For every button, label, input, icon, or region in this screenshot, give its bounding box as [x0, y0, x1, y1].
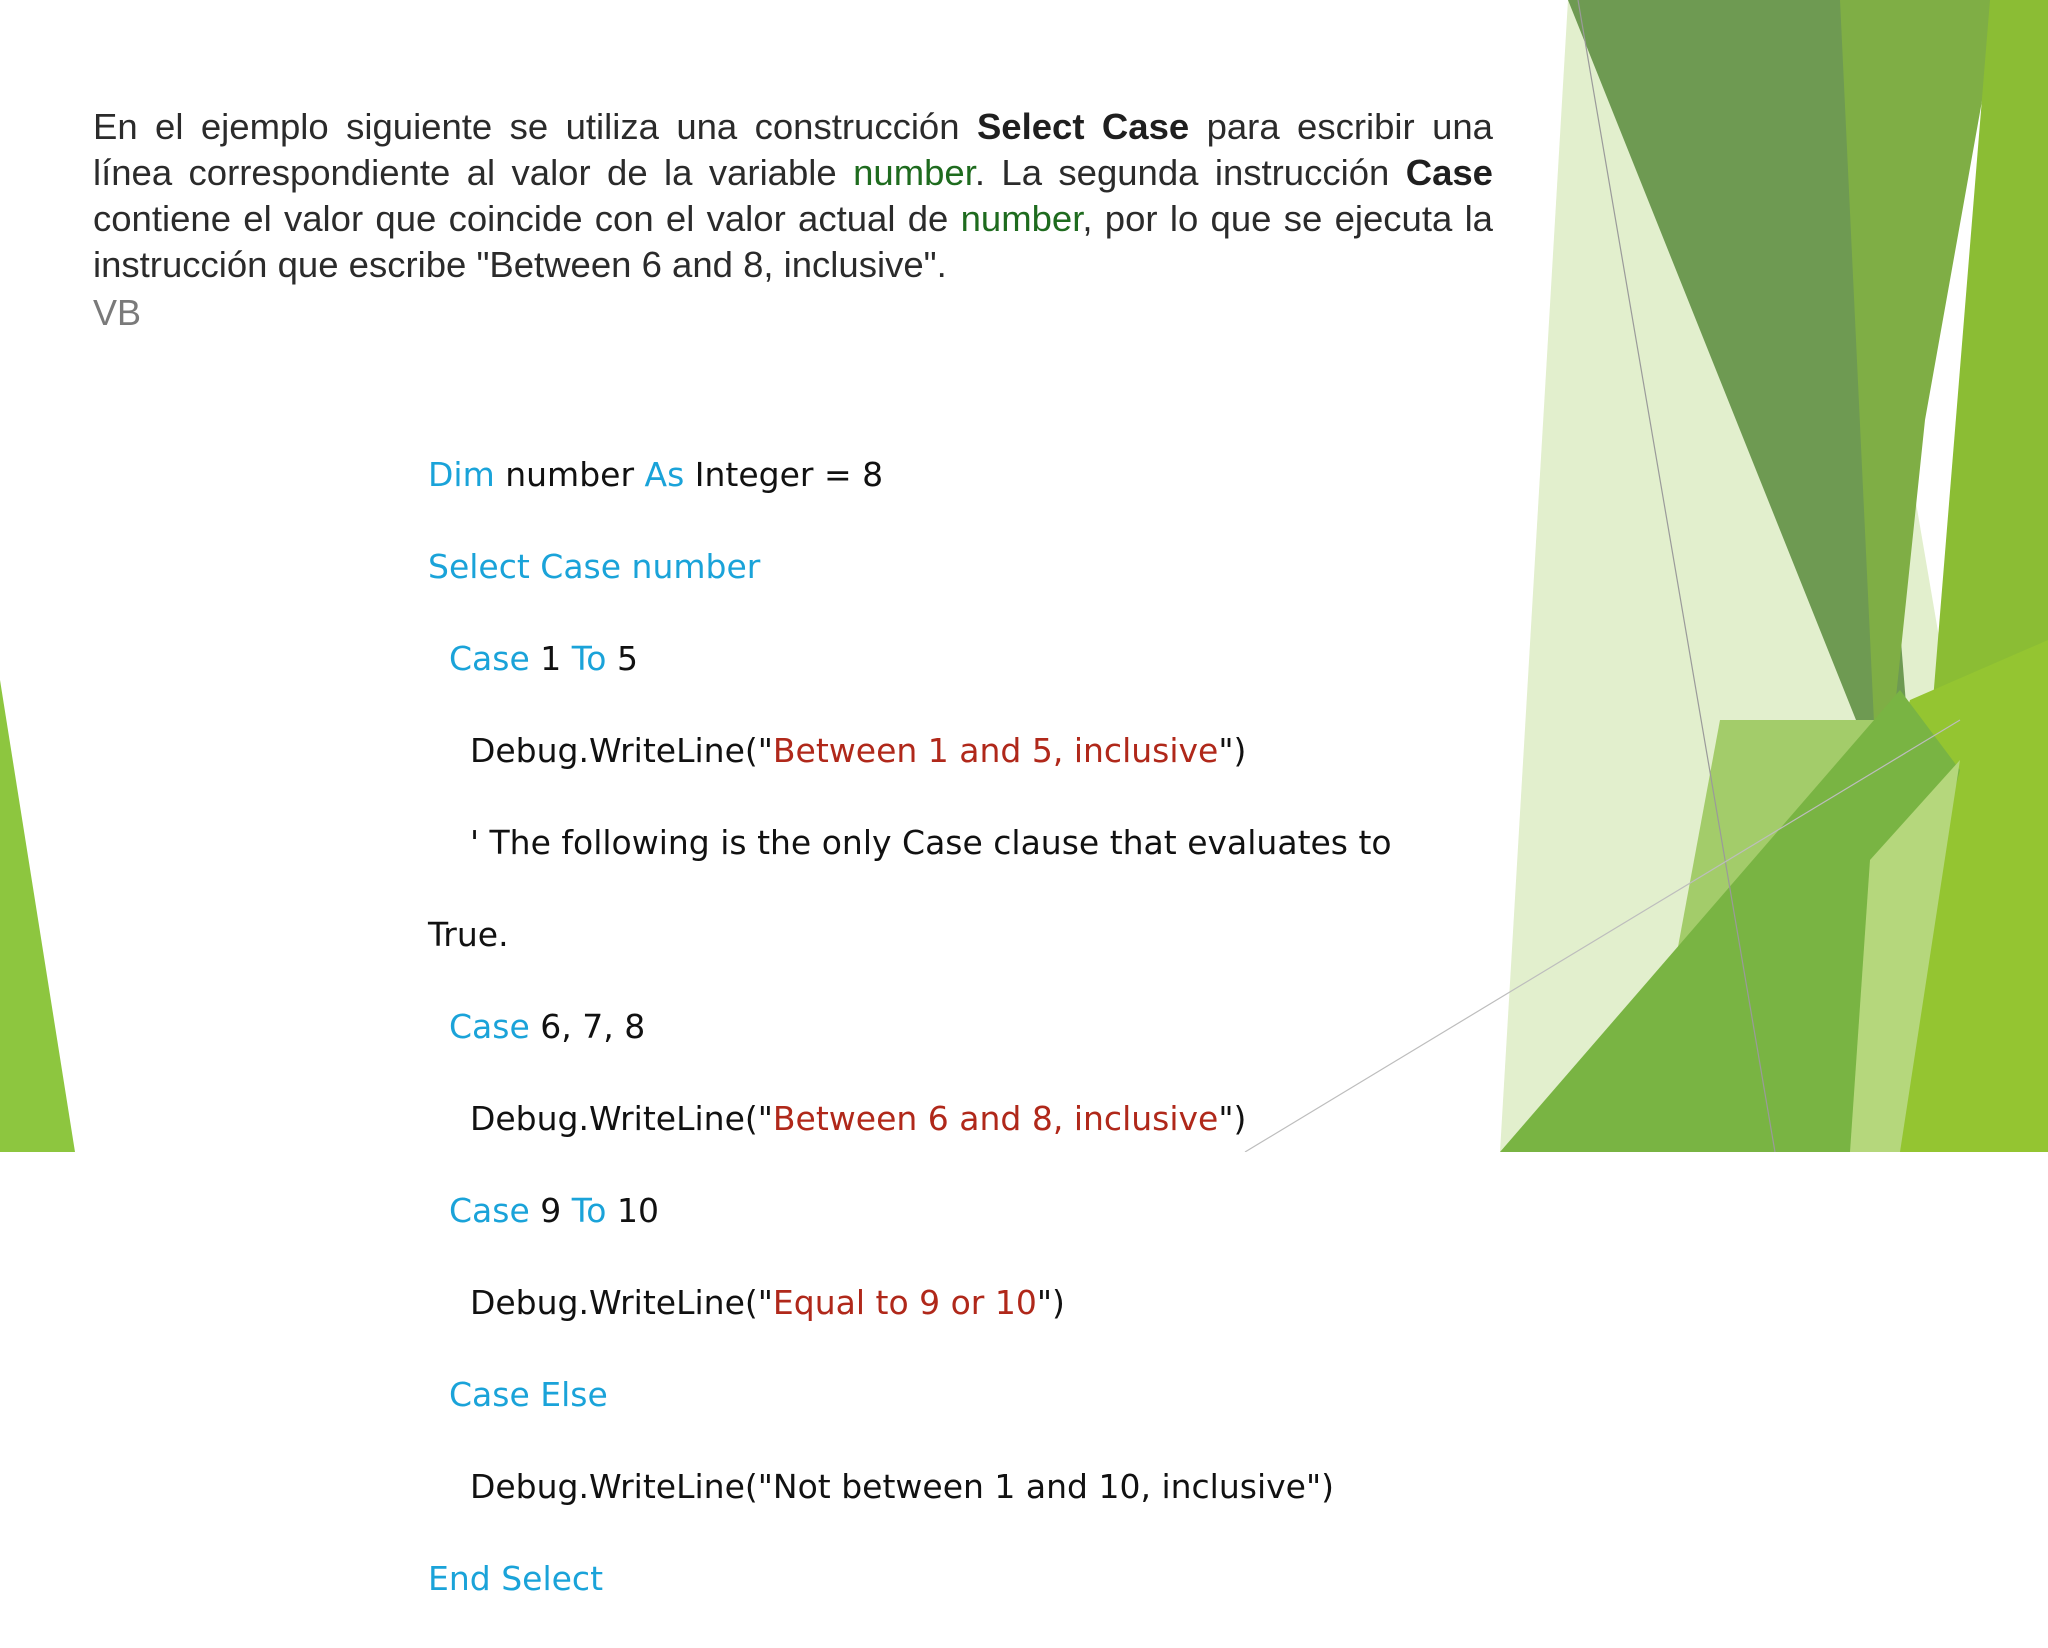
code-indent: [428, 1007, 449, 1046]
code-line-1: [428, 452, 1388, 498]
language-label: VB: [93, 292, 142, 333]
code-comment: ' The following is the only Case clause that evaluates to: [428, 823, 1392, 862]
code-text: 5: [606, 639, 638, 678]
code-text: number: [494, 455, 645, 494]
variable-number-1: number: [853, 152, 975, 193]
code-keyword: As: [644, 455, 685, 494]
code-text: "): [1036, 1283, 1065, 1322]
code-keyword: Dim: [428, 455, 495, 494]
code-text: Debug.WriteLine("Not between 1 and 10, inclusive"): [428, 1467, 1335, 1506]
code-string: Between 1 and 5, inclusive: [772, 731, 1219, 770]
code-line-11: [428, 1372, 1388, 1418]
case-keyword: Case: [1405, 152, 1493, 193]
intro-paragraph: [93, 104, 1493, 288]
code-line-4: [428, 728, 1388, 774]
left-green-wedge: [0, 680, 75, 1152]
paragraph-text-2: para escribir una línea correspondiente al valor de la variable: [93, 106, 1493, 193]
code-line-13: [428, 1556, 1388, 1602]
code-line-7: [428, 1004, 1388, 1050]
code-keyword: Case Else: [448, 1375, 608, 1414]
code-text: Debug.WriteLine(": [428, 1099, 773, 1138]
paragraph-text-1: En el ejemplo siguiente se utiliza una construcción: [93, 106, 977, 147]
code-line-8: [428, 1096, 1388, 1142]
code-line-9: [428, 1188, 1388, 1234]
code-comment-wrap: True.: [428, 915, 509, 954]
code-text: Integer = 8: [684, 455, 884, 494]
select-case-keyword: Select Case: [976, 106, 1190, 147]
code-block: [428, 406, 1392, 1648]
code-line-6: [428, 912, 1388, 958]
code-text: "): [1218, 1099, 1247, 1138]
code-indent: [428, 1375, 449, 1414]
code-keyword: To: [571, 639, 607, 678]
variable-number-2: number: [960, 198, 1083, 239]
code-text: Debug.WriteLine(": [428, 731, 773, 770]
code-text: 9: [529, 1191, 572, 1230]
code-indent: [428, 639, 449, 678]
code-line-3: [428, 636, 1388, 682]
code-line-12: [428, 1464, 1388, 1510]
code-indent: [428, 1191, 449, 1230]
code-text: 1: [529, 639, 572, 678]
code-keyword: Case: [448, 639, 530, 678]
code-string: Between 6 and 8, inclusive: [772, 1099, 1219, 1138]
code-line-2: [428, 544, 1388, 590]
code-keyword: To: [571, 1191, 607, 1230]
code-keyword: Case: [448, 1007, 530, 1046]
code-text: 10: [606, 1191, 659, 1230]
code-line-5: [428, 820, 1392, 866]
code-string: Equal to 9 or 10: [772, 1283, 1037, 1322]
paragraph-text-3: . La segunda instrucción: [974, 152, 1406, 193]
paragraph-text-4: contiene el valor que coincide con el valor actual de: [93, 198, 961, 239]
code-text: "): [1218, 731, 1247, 770]
code-text: Debug.WriteLine(": [428, 1283, 773, 1322]
code-text: 6, 7, 8: [529, 1007, 646, 1046]
code-line-10: [428, 1280, 1388, 1326]
paragraph-text-5: , por lo que se ejecuta la instrucción que escribe "Between 6 and 8, inclusive".: [93, 198, 1493, 285]
code-keyword: End Select: [428, 1559, 604, 1598]
code-keyword: Case: [448, 1191, 530, 1230]
code-keyword: Select Case number: [428, 547, 761, 586]
